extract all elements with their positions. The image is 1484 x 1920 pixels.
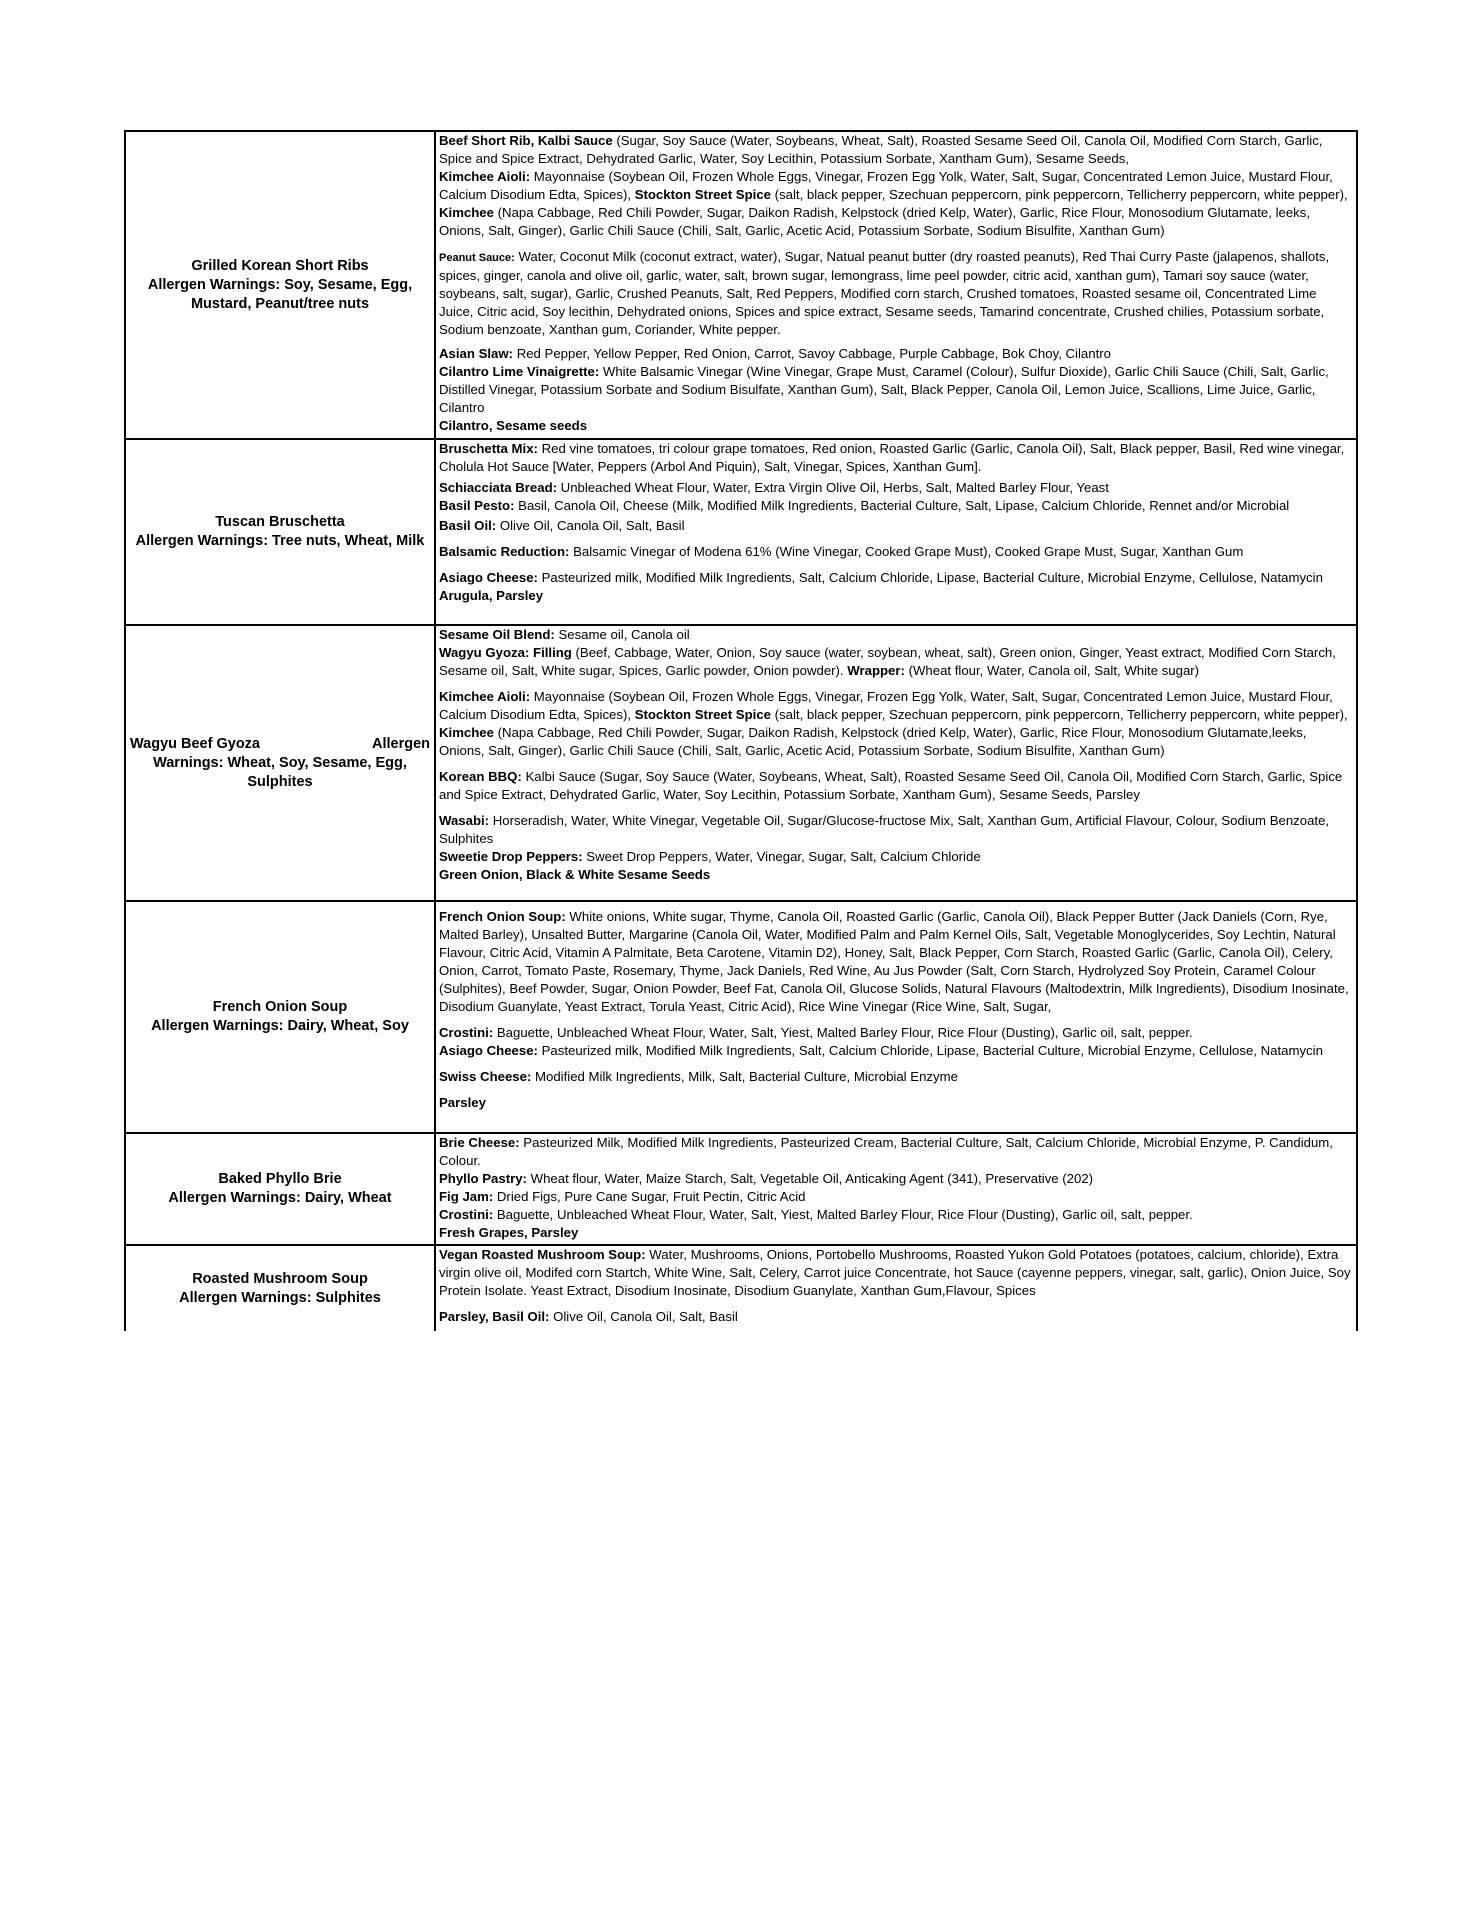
ingredient-label: Peanut Sauce: <box>439 252 515 264</box>
dish-cell <box>125 625 435 901</box>
ingredient-text: Pasteurized Milk, Modified Milk Ingredients, Pasteurized Cream, Bacterial Culture, Salt, Calcium Chloride, Microbial Enzyme, P. Candidum, Colour. <box>439 1135 1333 1168</box>
ingredient-text: Wheat flour, Water, Maize Starch, Salt, Vegetable Oil, Anticaking Agent (341), Preservative (202) <box>526 1171 1094 1186</box>
ingredient-label: Vegan Roasted Mushroom Soup: <box>439 1247 646 1262</box>
ingredient-entry <box>439 626 1354 644</box>
dish-cell <box>125 1133 435 1245</box>
dish-cell <box>125 901 435 1133</box>
ingredient-entry <box>439 644 1354 680</box>
ingredient-text: (Napa Cabbage, Red Chili Powder, Sugar, Daikon Radish, Kelpstock (dried Kelp, Water), Garlic, Rice Flour, Monosodium Glutamate, leeks, Onions, Salt, Ginger), Garlic Chili Sauce (Chili, Salt, Garlic, Acetic Acid, Potassium Sorbate, Sodium Bisulfite, Xanthan Gum) <box>439 205 1311 238</box>
ingredient-entry <box>439 587 1354 605</box>
ingredient-entry <box>439 132 1354 168</box>
dish-name: Baked Phyllo Brie <box>218 1171 342 1187</box>
ingredient-text: Pasteurized milk, Modified Milk Ingredients, Salt, Calcium Chloride, Lipase, Bacterial Culture, Microbial Enzyme, Cellulose, Natamycin <box>537 1043 1323 1058</box>
ingredient-label: Sesame Oil Blend: <box>439 627 555 642</box>
ingredient-label: Green Onion, Black & White Sesame Seeds <box>439 867 711 882</box>
dish-cell <box>125 439 435 625</box>
ingredient-text: Sweet Drop Peppers, Water, Vinegar, Sugar, Salt, Calcium Chloride <box>582 849 981 864</box>
ingredient-label: Wasabi: <box>439 813 490 828</box>
ingredient-text: Mayonnaise (Soybean Oil, Frozen Whole Eggs, Vinegar, Frozen Egg Yolk, Water, Salt, Sugar, Concentrated Lemon Juice, Mustard Flour, Calcium Disodium Edta, Spices), <box>439 169 1333 202</box>
ingredient-text: (Sugar, Soy Sauce (Water, Soybeans, Wheat, Salt), Roasted Sesame Seed Oil, Canola Oil, Modified Corn Starch, Garlic, Spice and Spice Extract, Dehydrated Garlic, Water, Soy Lecithin, Potassium Sorbate, Xantham Gum), Sesame Seeds, <box>439 133 1323 166</box>
ingredient-entry <box>439 345 1354 363</box>
dish-name: Grilled Korean Short Ribs <box>191 257 369 274</box>
dish-name: French Onion Soup <box>212 999 348 1015</box>
ingredient-entry <box>439 1246 1354 1300</box>
ingredient-entry <box>439 1094 1354 1112</box>
ingredient-label: Brie Cheese: <box>439 1135 520 1150</box>
ingredient-text: Balsamic Vinegar of Modena 61% (Wine Vinegar, Cooked Grape Must), Cooked Grape Must, Sugar, Xanthan Gum <box>569 544 1244 559</box>
ingredient-label: Fresh Grapes, Parsley <box>439 1225 579 1240</box>
ingredient-text: Mayonnaise (Soybean Oil, Frozen Whole Eggs, Vinegar, Frozen Egg Yolk, Water, Salt, Sugar, Concentrated Lemon Juice, Mustard Flour, Calcium Disodium Edta, Spices), <box>439 689 1333 722</box>
ingredient-label: Kimchee <box>439 205 494 220</box>
ingredient-label: Stockton Street Spice <box>634 707 771 722</box>
ingredient-entry <box>439 1042 1354 1060</box>
ingredient-text: White Balsamic Vinegar (Wine Vinegar, Grape Must, Caramel (Colour), Sulfur Dioxide), Garlic Chili Sauce (Chili, Salt, Garlic, Distilled Vinegar, Potassium Sorbate and Sodium Bisulfate, Xanthan Gum), Salt, Black Pepper, Canola Oil, Lemon Juice, Scallions, Lime Juice, Garlic, Cilantro <box>439 364 1329 415</box>
allergen-warnings: Warnings: Wheat, Soy, Sesame, Egg, Sulphites <box>153 754 407 790</box>
ingredient-text: Baguette, Unbleached Wheat Flour, Water, Salt, Yiest, Malted Barley Flour, Rice Flour (Dusting), Garlic oil, salt, pepper. <box>493 1207 1193 1222</box>
ingredient-text: Olive Oil, Canola Oil, Salt, Basil <box>496 518 685 533</box>
ingredient-label: Wrapper: <box>847 663 905 678</box>
ingredient-label: Phyllo Pastry: <box>439 1171 527 1186</box>
dish-row <box>125 625 1357 901</box>
ingredient-label: Beef Short Rib, Kalbi Sauce <box>439 133 613 148</box>
dish-name: Wagyu Beef Gyoza <box>130 735 260 752</box>
ingredient-entry <box>439 1188 1354 1206</box>
ingredient-text: Dried Figs, Pure Cane Sugar, Fruit Pectin, Citric Acid <box>493 1189 806 1204</box>
ingredient-entry <box>439 1206 1354 1224</box>
ingredient-entry <box>439 517 1354 535</box>
ingredient-label: Basil Pesto: <box>439 498 515 513</box>
ingredient-label: Kimchee Aioli: <box>439 689 531 704</box>
ingredient-entry <box>439 569 1354 587</box>
ingredient-text: Pasteurized milk, Modified Milk Ingredients, Salt, Calcium Chloride, Lipase, Bacterial Culture, Microbial Enzyme, Cellulose, Natamycin <box>537 570 1323 585</box>
ingredient-entry <box>439 440 1354 476</box>
ingredient-entry <box>439 417 1354 435</box>
ingredient-entry <box>439 1170 1354 1188</box>
ingredient-entry <box>439 908 1354 1016</box>
dish-row <box>125 901 1357 1133</box>
ingredient-text: (Napa Cabbage, Red Chili Powder, Sugar, Daikon Radish, Kelpstock (dried Kelp, Water), Garlic, Rice Flour, Monosodium Glutamate,leeks, Onions, Salt, Ginger), Garlic Chili Sauce (Chili, Salt, Garlic, Acetic Acid, Potassium Sorbate, Sodium Bisulfite, Xanthan Gum) <box>439 725 1307 758</box>
ingredient-label: Asian Slaw: <box>439 346 514 361</box>
allergen-warnings: Allergen Warnings: Sulphites <box>179 1289 381 1306</box>
ingredients-cell <box>435 625 1357 901</box>
ingredient-entry <box>439 248 1354 339</box>
ingredient-entry <box>439 1134 1354 1170</box>
ingredient-entry <box>439 866 1354 884</box>
ingredient-text: White onions, White sugar, Thyme, Canola Oil, Roasted Garlic (Garlic, Canola Oil), Black Pepper Butter (Jack Daniels (Corn, Rye, Malted Barley), Unsalted Butter, Margarine (Canola Oil, Water, Modified Palm and Palm Kernel Oils, Salt, Vegetable Monoglycerides, Soy Lechtin, Natural Flavour, Citric Acid, Vitamin A Palmitate, Beta Carotene, Vitamin D2), Honey, Salt, Black Pepper, Corn Starch, Roasted Garlic (Garlic, Canola Oil), Celery, Onion, Carrot, Tomato Paste, Rosemary, Thyme, Jack Daniels, Red Wine, Au Jus Powder (Salt, Corn Starch, Hydrolyzed Soy Protein, Caramel Colour (Sulphites), Beef Powder, Sugar, Onion Powder, Beef Fat, Canola Oil, Glucose Solids, Natural Flavours (Maltodextrin, Milk Ingredients), Disodium Inosinate, Disodium Guanylate, Yeast Extract, Torula Yeast, Citric Acid), Rice Wine Vinegar (Rice Wine, Salt, Sugar, <box>439 909 1349 1014</box>
ingredient-text: Modified Milk Ingredients, Milk, Salt, Bacterial Culture, Microbial Enzyme <box>531 1069 958 1084</box>
ingredient-label: Asiago Cheese: <box>439 1043 538 1058</box>
ingredient-label: Balsamic Reduction: <box>439 544 570 559</box>
ingredient-entry <box>439 848 1354 866</box>
ingredient-label: Arugula, Parsley <box>439 588 544 603</box>
allergen-label: Allergen <box>371 735 430 752</box>
ingredient-entry <box>439 497 1354 517</box>
allergen-warnings: Allergen Warnings: Dairy, Wheat <box>168 1190 392 1206</box>
ingredient-label: Parsley <box>439 1095 486 1110</box>
ingredients-cell <box>435 1245 1357 1331</box>
ingredient-label: Kimchee <box>439 725 494 740</box>
ingredient-label: Swiss Cheese: <box>439 1069 532 1084</box>
dish-name: Tuscan Bruschetta <box>215 514 345 530</box>
ingredient-entry <box>439 479 1354 497</box>
ingredient-text: Water, Mushrooms, Onions, Portobello Mushrooms, Roasted Yukon Gold Potatoes (potatoes, calcium, chloride), Extra virgin olive oil, Modifed corn Startch, White Wine, Salt, Celery, Carrot juice Concentrate, hot Sauce (cayenne peppers, vinegar, salt, garlic), Onion Juice, Soy Protein Isolate. Yeast Extract, Disodium Inosinate, Disodium Guanylate, Xanthan Gum,Flavour, Spices <box>439 1247 1351 1298</box>
ingredient-entry <box>439 1224 1354 1242</box>
ingredient-entry <box>439 363 1354 417</box>
ingredient-text: Red Pepper, Yellow Pepper, Red Onion, Carrot, Savoy Cabbage, Purple Cabbage, Bok Choy, Cilantro <box>513 346 1111 361</box>
dish-name: Roasted Mushroom Soup <box>192 1270 368 1287</box>
dish-cell <box>125 131 435 439</box>
ingredient-label: Wagyu Gyoza: Filling <box>439 645 572 660</box>
allergen-warnings: Allergen Warnings: Dairy, Wheat, Soy <box>151 1018 409 1034</box>
ingredient-entry <box>439 812 1354 848</box>
ingredient-entry <box>439 1308 1354 1326</box>
dish-row <box>125 1245 1357 1331</box>
ingredient-entry <box>439 688 1354 760</box>
dish-row <box>125 439 1357 625</box>
ingredient-label: Kimchee Aioli: <box>439 169 531 184</box>
dish-heading <box>130 735 430 754</box>
ingredients-cell <box>435 131 1357 439</box>
ingredient-entry <box>439 1024 1354 1042</box>
ingredients-cell <box>435 439 1357 625</box>
allergen-warnings: Allergen Warnings: Tree nuts, Wheat, Milk <box>135 533 425 549</box>
ingredient-text: (Beef, Cabbage, Water, Onion, Soy sauce (water, soybean, wheat, salt), Green onion, Ginger, Yeast extract, Modified Corn Starch, Sesame oil, Salt, White sugar, Spices, Garlic powder, Onion powder). <box>439 645 1336 678</box>
allergen-warnings: Allergen Warnings: Soy, Sesame, Egg, Mustard, Peanut/tree nuts <box>147 276 413 312</box>
ingredient-label: Schiacciata Bread: <box>439 480 558 495</box>
ingredient-text: (Wheat flour, Water, Canola oil, Salt, White sugar) <box>904 663 1200 678</box>
ingredient-label: Korean BBQ: <box>439 769 522 784</box>
dish-row <box>125 1133 1357 1245</box>
ingredient-label: Fig Jam: <box>439 1189 494 1204</box>
ingredient-text: (salt, black pepper, Szechuan peppercorn, pink peppercorn, Tellicherry peppercorn, white pepper), <box>771 187 1348 202</box>
ingredient-label: French Onion Soup: <box>439 909 566 924</box>
ingredient-text: Sesame oil, Canola oil <box>554 627 690 642</box>
ingredient-text: Horseradish, Water, White Vinegar, Vegetable Oil, Sugar/Glucose-fructose Mix, Salt, Xanthan Gum, Artificial Flavour, Colour, Sodium Benzoate, Sulphites <box>439 813 1330 846</box>
ingredient-text: Kalbi Sauce (Sugar, Soy Sauce (Water, Soybeans, Wheat, Salt), Roasted Sesame Seed Oil, Canola Oil, Modified Corn Starch, Garlic, Spice and Spice Extract, Dehydrated Garlic, Water, Soy Lecithin, Potassium Sorbate, Xantham Gum), Sesame Seeds, Parsley <box>439 769 1343 802</box>
ingredient-text: (salt, black pepper, Szechuan peppercorn, pink peppercorn, Tellicherry peppercorn, white pepper), <box>771 707 1348 722</box>
ingredient-label: Crostini: <box>439 1207 494 1222</box>
ingredient-text: Olive Oil, Canola Oil, Salt, Basil <box>549 1309 738 1324</box>
ingredient-label: Sweetie Drop Peppers: <box>439 849 583 864</box>
ingredient-label: Crostini: <box>439 1025 494 1040</box>
ingredient-label: Bruschetta Mix: <box>439 441 538 456</box>
ingredient-label: Cilantro, Sesame seeds <box>439 418 588 433</box>
ingredient-text: Baguette, Unbleached Wheat Flour, Water, Salt, Yiest, Malted Barley Flour, Rice Flour (Dusting), Garlic oil, salt, pepper. <box>493 1025 1193 1040</box>
ingredient-text: Basil, Canola Oil, Cheese (Milk, Modified Milk Ingredients, Bacterial Culture, Salt, Lipase, Calcium Chloride, Rennet and/or Microbial <box>514 498 1290 513</box>
ingredients-cell <box>435 901 1357 1133</box>
ingredient-entry <box>439 168 1354 240</box>
dish-row <box>125 131 1357 439</box>
ingredients-cell <box>435 1133 1357 1245</box>
ingredient-entry <box>439 543 1354 561</box>
ingredient-text: Unbleached Wheat Flour, Water, Extra Virgin Olive Oil, Herbs, Salt, Malted Barley Flour, Yeast <box>557 480 1109 495</box>
ingredient-text: Water, Coconut Milk (coconut extract, water), Sugar, Natual peanut butter (dry roasted peanuts), Red Thai Curry Paste (jalapenos, shallots, spices, ginger, canola and olive oil, garlic, water, salt, brown sugar, lemongrass, lime peel powder, citric acid, xanthan gum), Tamari soy sauce (water, soybeans, salt, sugar), Garlic, Crushed Peanuts, Salt, Red Peppers, Modified corn starch, Crushed tomatoes, Roasted sesame oil, Concentrated Lime Juice, Citric acid, Soy lecithin, Dehydrated onions, Spices and spice extract, Sesame seeds, Tamarind concentrate, Crushed chilies, Potassium sorbate, Sodium benzoate, Xanthan gum, Coriander, White pepper. <box>439 249 1330 337</box>
ingredient-entry <box>439 768 1354 804</box>
ingredient-text: Red vine tomatoes, tri colour grape tomatoes, Red onion, Roasted Garlic (Garlic, Canola Oil), Salt, Black pepper, Basil, Red wine vinegar, Cholula Hot Sauce [Water, Peppers (Arbol And Piquin), Salt, Vinegar, Spices, Xanthan Gum]. <box>439 441 1345 474</box>
allergen-menu-table <box>124 130 1358 1331</box>
ingredient-entry <box>439 1068 1354 1086</box>
ingredient-label: Cilantro Lime Vinaigrette: <box>439 364 600 379</box>
ingredient-label: Basil Oil: <box>439 518 497 533</box>
ingredient-label: Asiago Cheese: <box>439 570 538 585</box>
ingredient-label: Stockton Street Spice <box>634 187 771 202</box>
ingredient-label: Parsley, Basil Oil: <box>439 1309 550 1324</box>
dish-cell <box>125 1245 435 1331</box>
